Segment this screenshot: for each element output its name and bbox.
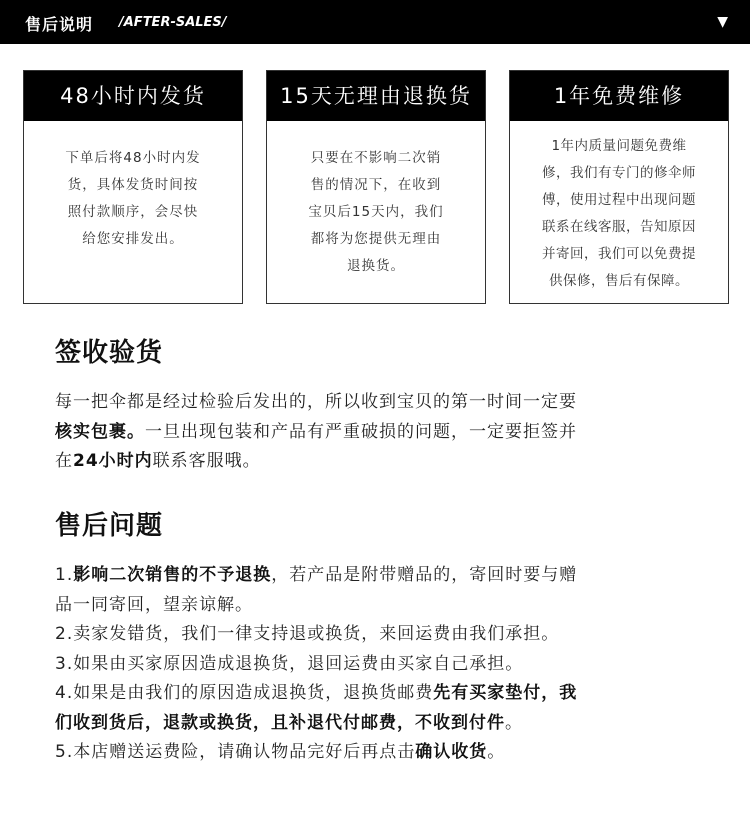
emphasis-text: 确认收货 [415,742,488,762]
list-item [55,679,705,709]
list-item [55,591,705,621]
text-run: 1. [55,565,74,585]
inspection-title: 签收验货 [55,338,164,368]
card-line: 给您安排发出。 [82,231,184,247]
text-run: 。 [487,742,506,762]
text-run: 一旦出现包装和产品有严重破损的问题，一定要拒签并 [145,421,577,442]
emphasis-text: 24小时内 [73,451,153,471]
card-returns [266,70,486,304]
card-title: 48小时内发货 [24,71,242,121]
card-line: 货，具体发货时间按 [67,177,199,193]
card-line: 联系在线客服，告知原因 [542,219,696,235]
aftersales-list [55,561,705,768]
card-line: 售的情况下，在收到 [310,177,442,193]
header-subtitle: /AFTER-SALES/ [119,15,227,30]
text-run: ，若产品是附带赠品的，寄回时要与赠 [271,565,578,585]
card-line: 修，我们有专门的修伞师 [542,165,696,181]
emphasis-text: 核实包裹。 [55,421,145,442]
card-line: 都将为您提供无理由 [310,231,442,247]
list-item: 3.如果由买家原因造成退换货，退回运费由买家自己承担。 [55,653,524,674]
card-title: 15天无理由退换货 [267,71,485,121]
card-repair [509,70,729,304]
card-line: 1年内质量问题免费维 [551,138,687,154]
card-line: 傅，使用过程中出现问题 [542,192,696,208]
emphasis-text: 影响二次销售的不予退换 [73,565,272,585]
list-item [55,561,705,591]
aftersales-title: 售后问题 [55,511,164,541]
card-line: 退换货。 [347,258,405,274]
list-item [55,709,705,739]
text-line [55,418,705,448]
text-run: 在 [55,451,73,471]
header-title: 售后说明 [25,15,94,34]
header-bar [0,0,750,44]
card-line: 供保修，售后有保障。 [549,273,689,289]
text-run: 5.本店赠送运费险，请确认物品完好后再点击 [55,742,416,762]
text-run: 。 [505,712,523,733]
card-body [267,121,485,280]
card-body [24,121,242,253]
card-line: 宝贝后15天内，我们 [308,204,444,220]
text-run: 每一把伞都是经过检验后发出的，所以收到宝贝的第一时间一定要 [55,392,577,412]
card-body [510,121,728,295]
list-item: 2.卖家发错货，我们一律支持退或换货，来回运费由我们承担。 [55,624,560,644]
card-line: 照付款顺序，会尽快 [67,204,199,220]
card-line: 只要在不影响二次销 [310,150,442,166]
emphasis-text: 先有买家垫付，我 [433,683,578,703]
text-line [55,388,705,418]
inspection-paragraph [55,388,705,477]
chevron-down-icon[interactable]: ▼ [717,14,728,30]
text-run: 4.如果是由我们的原因造成退换货，退换货邮费 [55,683,434,703]
text-line [55,447,705,477]
card-shipping [23,70,243,304]
card-title: 1年免费维修 [510,71,728,121]
text-run: 品一同寄回，望亲谅解。 [55,594,253,615]
card-line: 下单后将48小时内发 [65,150,201,166]
text-run: 联系客服哦。 [152,451,261,471]
list-item [55,738,705,768]
card-line: 并寄回，我们可以免费提 [542,246,696,262]
emphasis-text: 们收到货后，退款或换货，且补退代付邮费，不收到付件 [55,712,505,733]
